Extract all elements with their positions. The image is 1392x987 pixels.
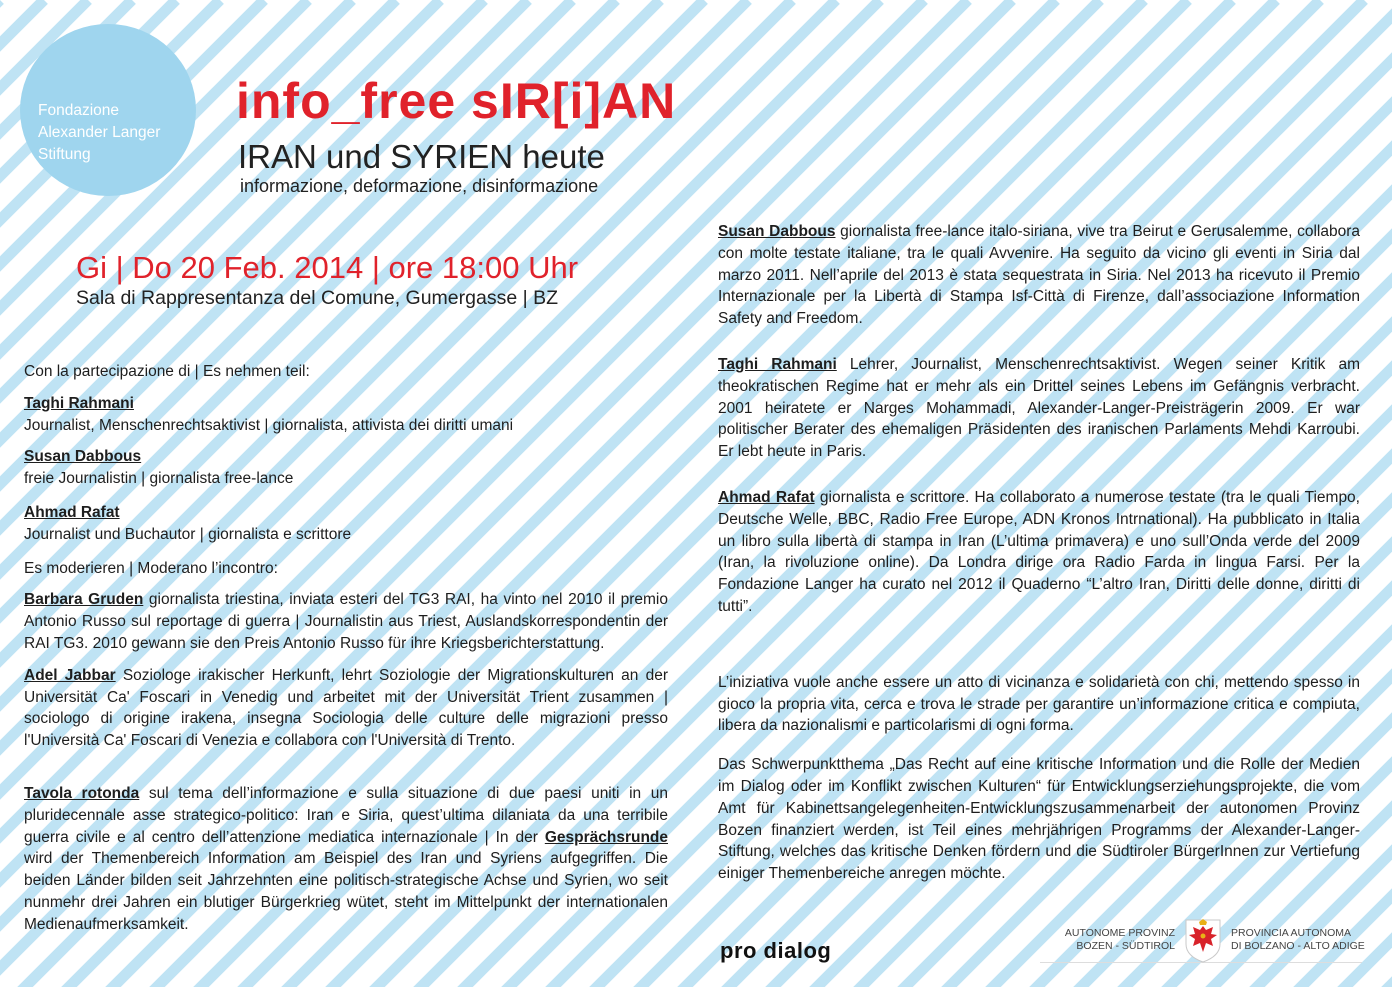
participant-name: Taghi Rahmani [24, 394, 134, 412]
foundation-logo [20, 24, 196, 196]
roundtable-text-it: sul tema dell’informazione e sulla situazione di due paesi uniti in un pluridecennale asse strategico-politico: Iran e Siria, quest’ultima dilaniata da una terribile guerra civile e al centro dell’attenzione mediatica internazionale | In der [24, 784, 668, 846]
logo-line-3: Stiftung [38, 146, 91, 163]
participant-role: Journalist, Menschenrechtsaktivist | giornalista, attivista dei diritti umani [24, 416, 514, 434]
roundtable-text-de: wird der Themenbereich Information am Beispiel des Iran und Syriens aufgegriffen. Die beiden Länder bilden seit Jahrzehnten eine politisch-strategische Achse und Syrien, wo seit nunmehr drei Jahren ein blutiger Bürgerkrieg wütet, steht im Mittelpunkt der internationalen Medienaufmerksamkeit. [24, 850, 668, 933]
participants-heading: Con la partecipazione di | Es nehmen teil: [24, 363, 310, 380]
participant-name: Susan Dabbous [24, 448, 142, 466]
closing-de: Das Schwerpunktthema „Das Recht auf eine kritische Information und die Rolle der Medien im Dialog oder im Konflikt zwischen Kulturen“ für Entwicklungserziehungsprojekte, die vom Amt für Kabinettsangelegenheiten-Entwicklungszusammenarbeit der autonomen Provinz Bozen finanziert werden, ist Teil eines mehrjährigen Programms der Alexander-Langer-Stiftung, welches das kritische Denken fördern und die Südtiroler BürgerInnen zur Vertiefung einiger Themenbereiche anregen möchte. [718, 756, 1360, 883]
event-title: info_free sIR[i]AN [236, 73, 677, 129]
event-tagline: informazione, deformazione, disinformazione [240, 176, 599, 196]
bio-text: giornalista free-lance italo-siriana, vive tra Beirut e Gerusalemme, collabora con molte testate italiane, tra le quali Avvenire. Ha seguito da vicino gli eventi in Siria dal marzo 2011. Nell’aprile del 2013 è stata sequestrata in Siria. Nel 2013 ha ricevuto il Premio Internazionale per la Libertà di Stampa Isf-Città di Firenze, dall’associazione Information Safety and Freedom. [718, 223, 1360, 328]
bio-text: giornalista e scrittore. Ha collaborato a numerose testate (tra le quali Tiempo, Deutsche Welle, BBC, Radio Free Europe, ADN Kronos Intrnational). Ha pubblicato in Italia un libro sulla libertà di stampa in Iran (L’ultima primavera) e uno sull’Onda verde del 2009 (Iran, la rivoluzione online). Da Londra dirige ora Radio Farda in lingua Farsi. Per la Fondazione Langer ha curato nel 2012 il Quaderno “L’altro Iran, Diritti delle donne, diritti di tutti”. [718, 488, 1360, 615]
event-venue: Sala di Rappresentanza del Comune, Gumergasse | BZ [76, 287, 558, 309]
bio-name: Ahmad Rafat [718, 488, 815, 506]
province-it-line: DI BOLZANO - ALTO ADIGE [1231, 939, 1365, 952]
pro-dialog-logo: pro dialog [720, 938, 832, 963]
roundtable-paragraph [24, 783, 668, 936]
bio-paragraph [718, 221, 1360, 330]
roundtable-label: Tavola rotonda [24, 784, 140, 802]
bio-paragraph [718, 487, 1360, 618]
bio-paragraph [718, 354, 1360, 463]
bio-name: Susan Dabbous [718, 223, 836, 240]
event-subtitle: IRAN und SYRIEN heute [238, 138, 605, 175]
moderator-text: Soziologe irakischer Herkunft, lehrt Soziologie der Migrationskulturen an der Universität Ca' Foscari in Venedig und arbeitet mit der Universität Trient zusammen | sociologo di origine irakena, insegna Sociologia delle culture delle migrazioni presso l'Università Ca' Foscari di Venezia e collabora con l'Università di Trento. [24, 666, 669, 750]
participant-name: Ahmad Rafat [24, 503, 120, 521]
province-it-line: PROVINCIA AUTONOMA [1231, 927, 1351, 939]
province-logo [1040, 914, 1365, 963]
province-de-line: BOZEN - SÜDTIROL [1076, 939, 1175, 952]
moderator-name: Barbara Gruden [24, 591, 144, 609]
moderators-heading: Es moderieren | Moderano l’incontro: [24, 559, 278, 577]
moderator-paragraph [24, 589, 668, 654]
bio-name: Taghi Rahmani [718, 355, 837, 373]
province-de-line: AUTONOME PROVINZ [1064, 927, 1175, 939]
moderator-paragraph [24, 665, 668, 752]
province-name-it [1231, 927, 1365, 952]
province-name-de [1065, 927, 1175, 952]
eagle-coat-of-arms-icon [1182, 916, 1224, 964]
participant-role: freie Journalistin | giornalista free-lance [24, 470, 294, 488]
roundtable-label-de: Gesprächsrunde [544, 828, 668, 846]
moderator-text: giornalista triestina, inviata esteri del TG3 RAI, ha vinto nel 2010 il premio Antonio Russo sul reportage di guerra | Journalistin aus Triest, Auslandskorrespondentin der RAI TG3. 2010 gewann sie den Preis Antonio Russo für ihre Kriegsberichterstattung. [24, 591, 668, 652]
participant-role: Journalist und Buchautor | giornalista e scrittore [24, 525, 352, 543]
right-column [718, 221, 1360, 885]
closing-it: L’iniziativa vuole anche essere un atto di vicinanza e solidarietà con chi, mettendo spesso in gioco la propria vita, cerca e trova le strade per garantire un’informazione critica e compiuta, libera da nazionalismi e particolarismi di ogni forma. [718, 673, 1360, 735]
logo-line-1: Fondazione [38, 102, 120, 119]
bio-text: Lehrer, Journalist, Menschenrechtsaktivist. Wegen seiner Kritik am theokratischen Regime hat er mehr als ein Drittel seines Lebens im Gefängnis verbracht. 2001 heiratete er Narges Mohammadi, Alexander-Langer-Preisträgerin 2009. Er war politischer Berater des ehemaligen Präsidenten des iranischen Parlaments Mehdi Karroubi. Er lebt heute in Paris. [718, 355, 1361, 461]
moderator-name: Adel Jabbar [24, 666, 116, 684]
event-date: Gi | Do 20 Feb. 2014 | ore 18:00 Uhr [76, 250, 579, 285]
logo-line-2: Alexander Langer [38, 124, 161, 141]
left-column [24, 361, 668, 936]
